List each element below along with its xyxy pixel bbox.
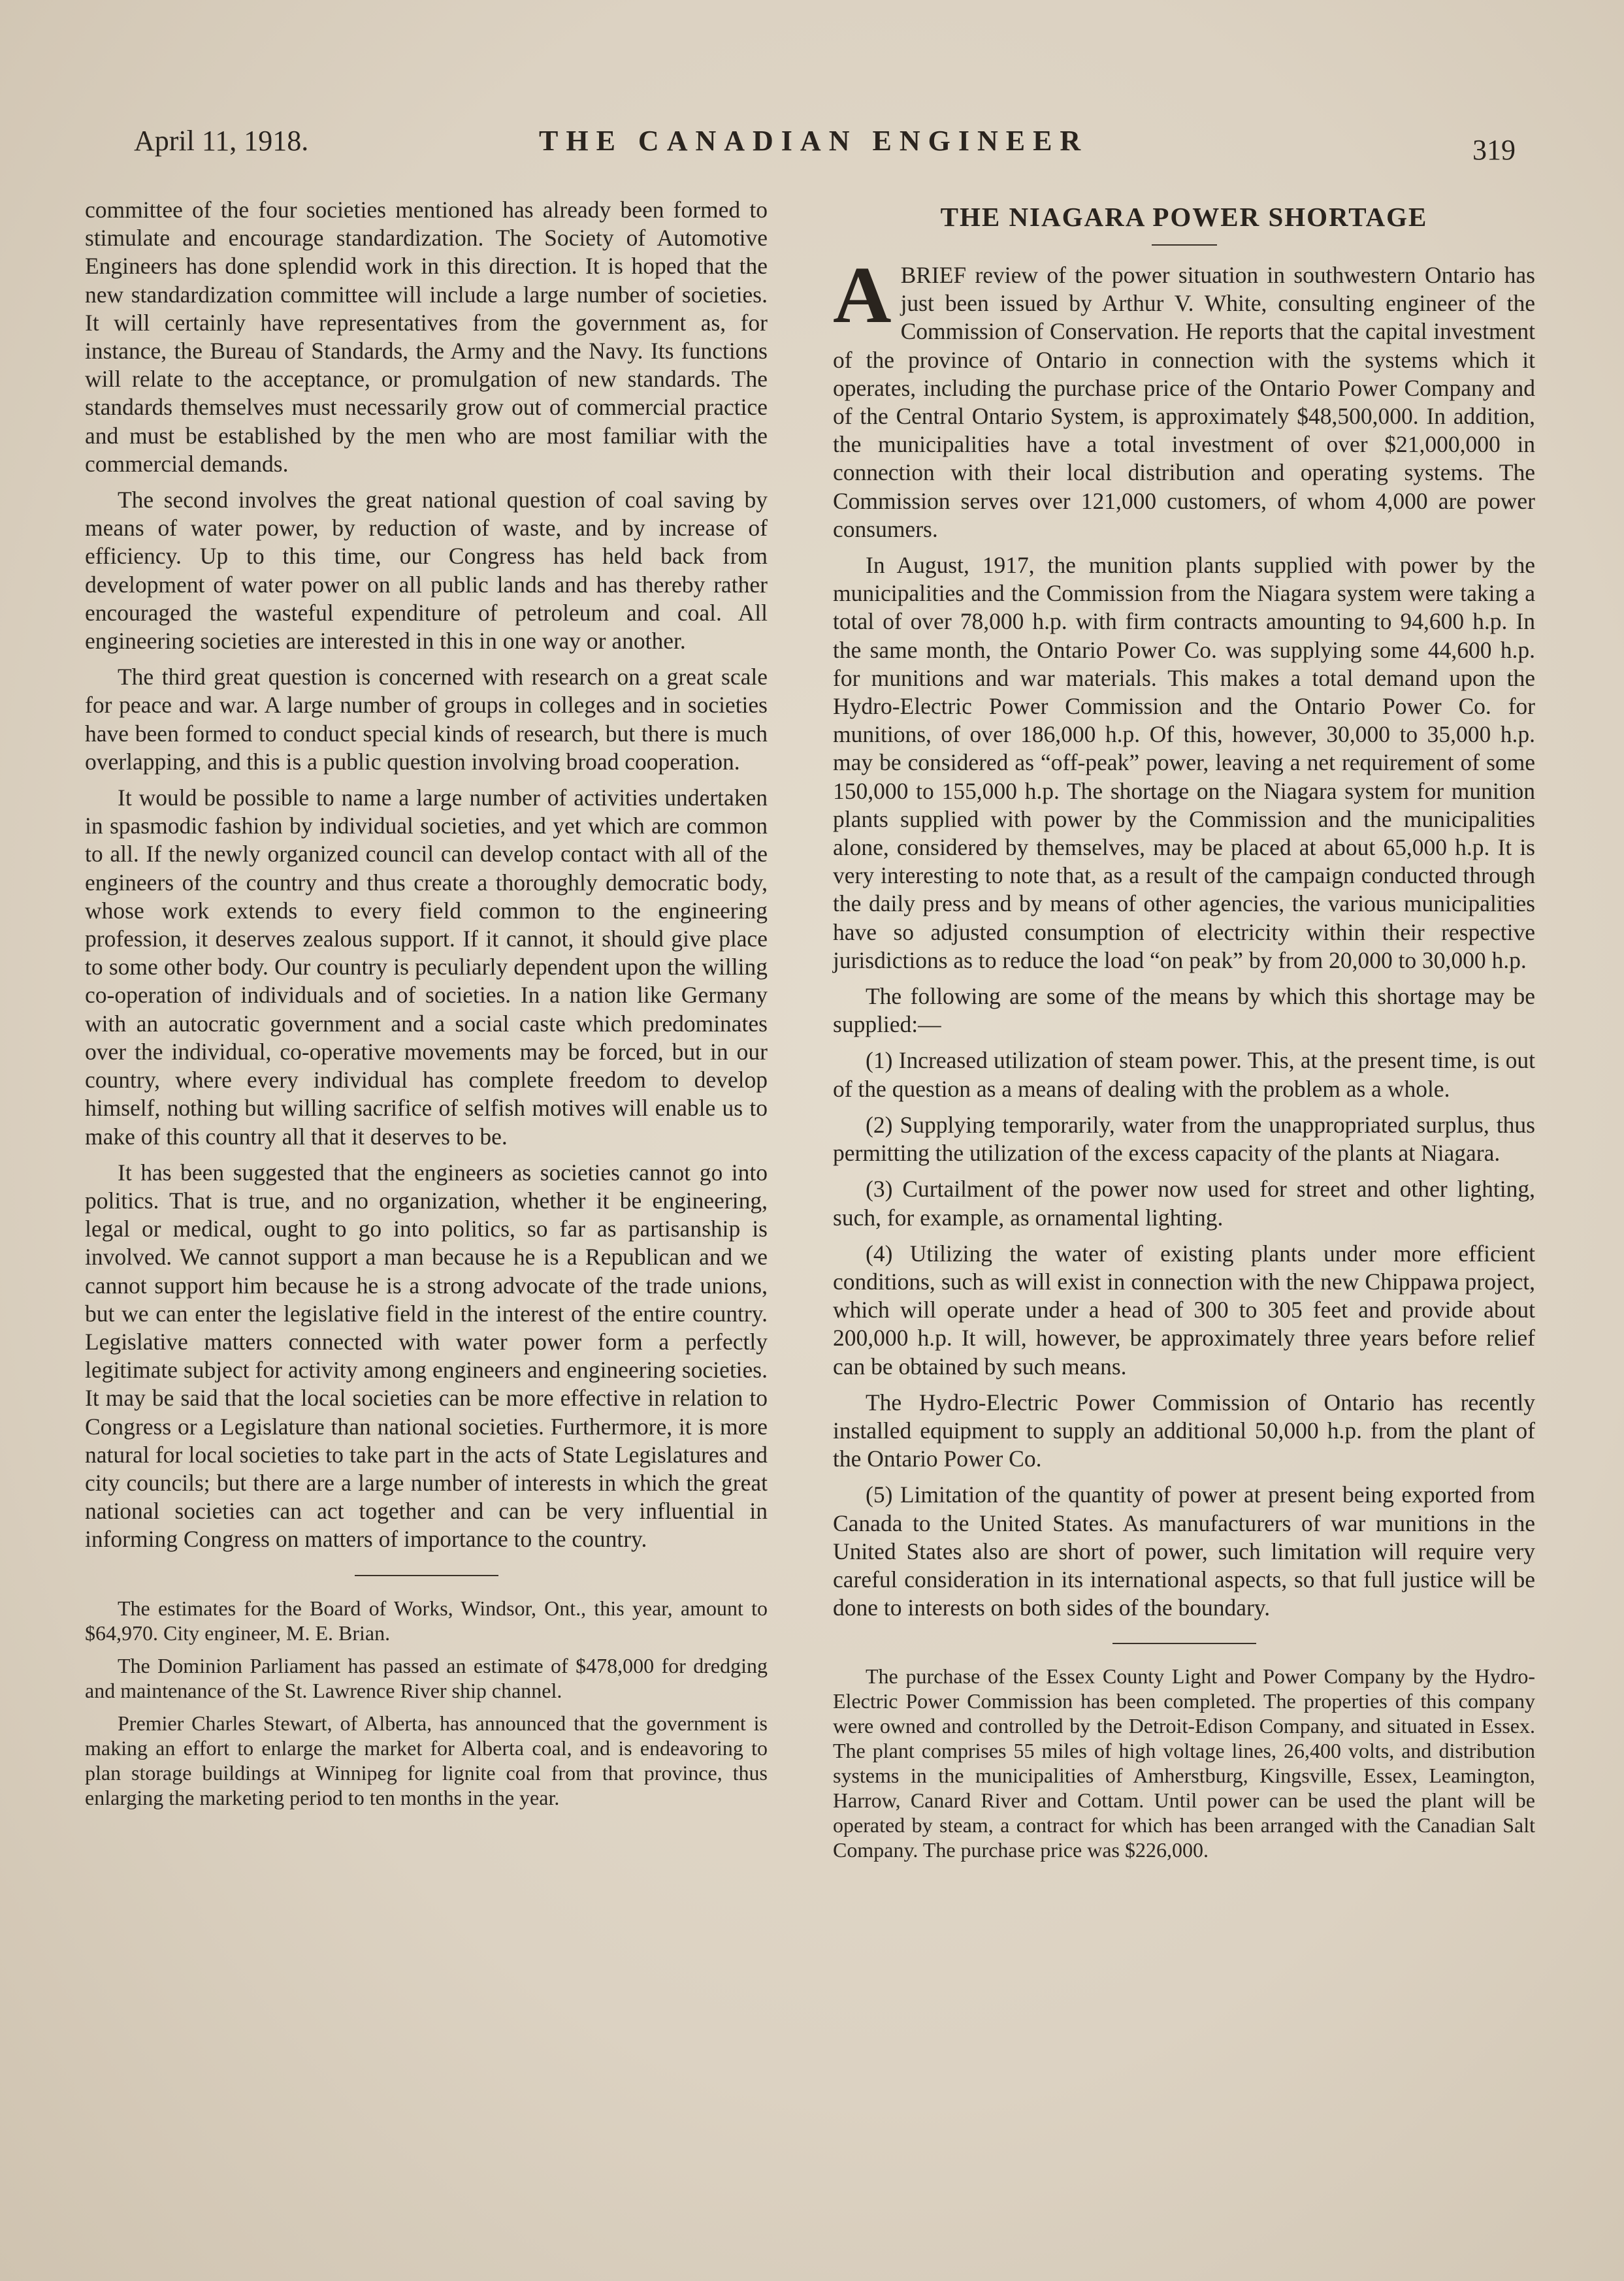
news-item: Premier Charles Stewart, of Alberta, has announced that the government is making an effort to enlarge the market for Alberta coal, and is endeavoring to plan storage buildings at Winnipeg for lignite coal from that province, thus enlarging the marketing period to ten months in the year. xyxy=(85,1711,768,1809)
news-items-left xyxy=(85,1596,768,1810)
list-item: (3) Curtailment of the power now used for street and other lighting, such, for example, as ornamental lighting. xyxy=(833,1176,1535,1231)
body-paragraph: It has been suggested that the engineers as societies cannot go into politics. That is true, and no organization, whether it be engineering, legal or medical, ought to go into politics, so far as partisanship is involved. We cannot support a man because he is a Republican and we cannot support him because he is a strong advocate of the trade unions, but we can enter the legislative field in the interest of the entire country. Legislative matters connected with water power form a perfectly legitimate subject for activity among engineers and engineering societies. It may be said that the local societies can be more effective in relation to Congress or a Legislature than national societies. Furthermore, it is more natural for local societies to take part in the acts of State Legislatures and city councils; but there are a large number of interests in which the great national societies can act together and can be very influential in informing Congress on matters of importance to the country. xyxy=(85,1159,768,1553)
news-item: The estimates for the Board of Works, Windsor, Ont., this year, amount to $64,970. City engineer, M. E. Brian. xyxy=(85,1596,768,1645)
page-number: 319 xyxy=(1472,134,1516,166)
journal-title: THE CANADIAN ENGINEER xyxy=(539,125,1089,157)
body-paragraph: The second involves the great national question of coal saving by means of water power, by reduction of waste, and by increase of efficiency. Up to this time, our Congress has held back from development of water power on all public lands and has thereby rather encouraged the wasteful expenditure of petroleum and coal. All engineering societies are interested in this in one way or another. xyxy=(85,487,768,655)
section-divider xyxy=(355,1575,498,1576)
drop-cap: A xyxy=(833,250,892,340)
section-divider xyxy=(1112,1643,1256,1644)
list-item: (1) Increased utilization of steam power. This, at the present time, is out of the question as a means of dealing with the problem as a whole. xyxy=(833,1047,1535,1102)
news-item: The purchase of the Essex County Light and Power Company by the Hydro-Electric Power Commission has been completed. The properties of this company were owned and controlled by the Detroit-Edison Company, and situated in Essex. The plant comprises 55 miles of high voltage lines, 26,400 volts, and distribution systems in the municipalities of Amherstburg, Kingsville, Essex, Leamington, Harrow, Canard River and Cottam. Until power can be used the plant will be operated by steam, a contract for which has been arranged with the Canadian Salt Company. The purchase price was $226,000. xyxy=(833,1664,1535,1862)
left-column xyxy=(85,196,768,1818)
lead-paragraph xyxy=(833,250,1535,543)
body-paragraph: The Hydro-Electric Power Commission of Ontario has recently installed equipment to supply an additional 50,000 h.p. from the plant of the Ontario Power Co. xyxy=(833,1389,1535,1472)
list-item: (5) Limitation of the quantity of power at present being exported from Canada to the United States. As manufacturers of war munitions in the United States also are short of power, such limitation will require very careful consideration in its international aspects, so that full justice will be done to interests on both sides of the boundary. xyxy=(833,1481,1535,1621)
article-title: THE NIAGARA POWER SHORTAGE xyxy=(940,202,1428,232)
lead-paragraph-text: BRIEF review of the power situation in southwestern Ontario has just been issued by Arthur V. White, consulting engineer of the Commission of Conservation. He reports that the capital investment of the province of Ontario in connection with the systems which it operates, including the purchase price of the Ontario Power Company and of the Central Ontario System, is approximately $48,500,000. In addition, the municipalities have a total investment of over $21,000,000 in connection with their local distribution and operating systems. The Commission serves over 121,000 customers, of whom 4,000 are power consumers. xyxy=(833,262,1535,542)
body-paragraph: The third great question is concerned with research on a great scale for peace and war. A large number of groups in colleges and in societies have been formed to conduct special kinds of research, but there is much overlapping, and this is a public question involving broad cooperation. xyxy=(85,664,768,775)
list-item: (4) Utilizing the water of existing plants under more efficient conditions, such as will exist in connection with the new Chippawa project, which will operate under a head of 300 to 305 feet and provide about 200,000 h.p. It will, however, be approximately three years before relief can be obtained by such means. xyxy=(833,1240,1535,1380)
body-paragraph: In August, 1917, the munition plants supplied with power by the municipalities and the Commission from the Niagara system were taking a total of over 78,000 h.p. with firm contracts amounting to 94,600 h.p. In the same month, the Ontario Power Co. was supplying some 44,600 h.p. for munitions and war materials. This makes a total demand upon the Hydro-Electric Power Commission and the Ontario Power Co. for munitions, of over 186,000 h.p. Of this, however, 30,000 to 35,000 h.p. may be considered as “off-peak” power, leaving a net requirement of some 150,000 to 155,000 h.p. The shortage on the Niagara system for munition plants supplied with power by the Commission and the municipalities alone, considered by themselves, may be placed at about 65,000 h.p. It is very interesting to note that, as a result of the campaign conducted through the daily press and by means of other agencies, the various municipalities have so adjusted consumption of electricity within their respective jurisdictions as to reduce the load “on peak” by from 20,000 to 30,000 h.p. xyxy=(833,552,1535,973)
title-rule xyxy=(1152,244,1217,246)
body-paragraph: The following are some of the means by which this shortage may be supplied:— xyxy=(833,983,1535,1038)
body-paragraph: committee of the four societies mentioned has already been formed to stimulate and encourage standardization. The Society of Automotive Engineers has done splendid work in this direction. It is hoped that the new standardization committee will include a large number of societies. It will certainly have representatives from the government as, for instance, the Bureau of Standards, the Army and the Navy. Its functions will relate to the acceptance, or promulgation of new standards. The standards themselves must necessarily grow out of commercial practice and must be established by the men who are most familiar with the commercial demands. xyxy=(85,197,768,477)
news-item: The Dominion Parliament has passed an estimate of $478,000 for dredging and maintenance of the St. Lawrence River ship channel. xyxy=(85,1653,768,1702)
list-item: (2) Supplying temporarily, water from the unappropriated surplus, thus permitting the utilization of the excess capacity of the plants at Niagara. xyxy=(833,1111,1535,1167)
right-column xyxy=(833,196,1535,1870)
issue-date: April 11, 1918. xyxy=(134,125,309,157)
body-paragraph: It would be possible to name a large number of activities undertaken in spasmodic fashion by individual societies, and yet which are common to all. If the newly organized council can develop contact with all of the engineers of the country and thus create a thoroughly democratic body, whose work extends to every field common to the engineering profession, it deserves zealous support. If it cannot, it should give place to some other body. Our country is peculiarly dependent upon the willing co-operation of individuals and of societies. In a nation like Germany with an autocratic government and a social caste which predominates over the individual, co-operative movements may be forced, but in our country, where every individual has complete freedom to develop himself, nothing but willing sacrifice of selfish motives will enable us to make of this country all that it deserves to be. xyxy=(85,785,768,1150)
running-header xyxy=(134,124,1516,170)
news-items-right xyxy=(833,1664,1535,1862)
